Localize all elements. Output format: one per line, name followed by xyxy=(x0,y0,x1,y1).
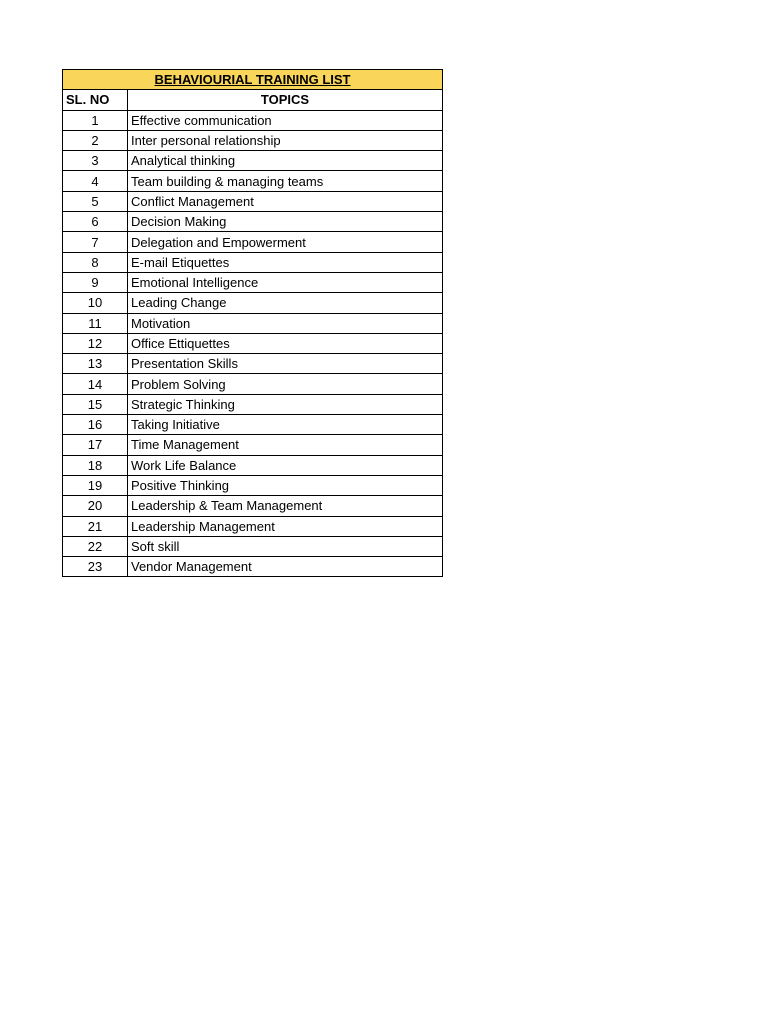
table-row xyxy=(63,354,443,374)
table-row xyxy=(63,293,443,313)
header-topics: TOPICS xyxy=(128,90,443,110)
row-topic-cell: E-mail Etiquettes xyxy=(128,252,443,272)
row-topic-cell: Work Life Balance xyxy=(128,455,443,475)
row-topic-cell: Delegation and Empowerment xyxy=(128,232,443,252)
row-topic-cell: Soft skill xyxy=(128,536,443,556)
row-number-cell: 15 xyxy=(63,394,128,414)
row-topic-cell: Taking Initiative xyxy=(128,415,443,435)
table-row xyxy=(63,536,443,556)
header-sl-no: SL. NO xyxy=(63,90,128,110)
row-topic-cell: Time Management xyxy=(128,435,443,455)
table-row xyxy=(63,455,443,475)
row-number-cell: 10 xyxy=(63,293,128,313)
row-topic-cell: Strategic Thinking xyxy=(128,394,443,414)
table-row xyxy=(63,435,443,455)
table-row xyxy=(63,313,443,333)
table-row xyxy=(63,232,443,252)
row-topic-cell: Conflict Management xyxy=(128,191,443,211)
row-number-cell: 13 xyxy=(63,354,128,374)
table-row xyxy=(63,171,443,191)
table-row xyxy=(63,496,443,516)
table-row xyxy=(63,151,443,171)
row-topic-cell: Presentation Skills xyxy=(128,354,443,374)
table-row xyxy=(63,333,443,353)
table-body xyxy=(63,70,443,577)
table-row xyxy=(63,415,443,435)
row-number-cell: 7 xyxy=(63,232,128,252)
table-row xyxy=(63,557,443,577)
row-number-cell: 6 xyxy=(63,212,128,232)
row-number-cell: 21 xyxy=(63,516,128,536)
table-row xyxy=(63,191,443,211)
table-row xyxy=(63,516,443,536)
table-row xyxy=(63,272,443,292)
table-row xyxy=(63,212,443,232)
row-topic-cell: Positive Thinking xyxy=(128,475,443,495)
row-number-cell: 12 xyxy=(63,333,128,353)
table-row xyxy=(63,110,443,130)
row-number-cell: 11 xyxy=(63,313,128,333)
row-topic-cell: Emotional Intelligence xyxy=(128,272,443,292)
row-number-cell: 22 xyxy=(63,536,128,556)
row-number-cell: 2 xyxy=(63,130,128,150)
row-topic-cell: Leadership & Team Management xyxy=(128,496,443,516)
table-row xyxy=(63,374,443,394)
row-topic-cell: Analytical thinking xyxy=(128,151,443,171)
row-topic-cell: Team building & managing teams xyxy=(128,171,443,191)
row-number-cell: 3 xyxy=(63,151,128,171)
row-number-cell: 4 xyxy=(63,171,128,191)
row-topic-cell: Leading Change xyxy=(128,293,443,313)
table-row xyxy=(63,130,443,150)
table-title: BEHAVIOURIAL TRAINING LIST xyxy=(63,70,443,90)
row-number-cell: 5 xyxy=(63,191,128,211)
title-row xyxy=(63,70,443,90)
row-number-cell: 19 xyxy=(63,475,128,495)
table-row xyxy=(63,252,443,272)
row-topic-cell: Inter personal relationship xyxy=(128,130,443,150)
header-row xyxy=(63,90,443,110)
row-topic-cell: Office Ettiquettes xyxy=(128,333,443,353)
table-row xyxy=(63,394,443,414)
row-topic-cell: Motivation xyxy=(128,313,443,333)
training-list-table xyxy=(62,69,443,577)
row-number-cell: 16 xyxy=(63,415,128,435)
row-number-cell: 23 xyxy=(63,557,128,577)
table-row xyxy=(63,475,443,495)
row-number-cell: 18 xyxy=(63,455,128,475)
row-number-cell: 17 xyxy=(63,435,128,455)
row-topic-cell: Effective communication xyxy=(128,110,443,130)
row-topic-cell: Problem Solving xyxy=(128,374,443,394)
row-number-cell: 20 xyxy=(63,496,128,516)
row-number-cell: 9 xyxy=(63,272,128,292)
row-topic-cell: Leadership Management xyxy=(128,516,443,536)
row-number-cell: 1 xyxy=(63,110,128,130)
row-number-cell: 14 xyxy=(63,374,128,394)
row-number-cell: 8 xyxy=(63,252,128,272)
row-topic-cell: Vendor Management xyxy=(128,557,443,577)
row-topic-cell: Decision Making xyxy=(128,212,443,232)
